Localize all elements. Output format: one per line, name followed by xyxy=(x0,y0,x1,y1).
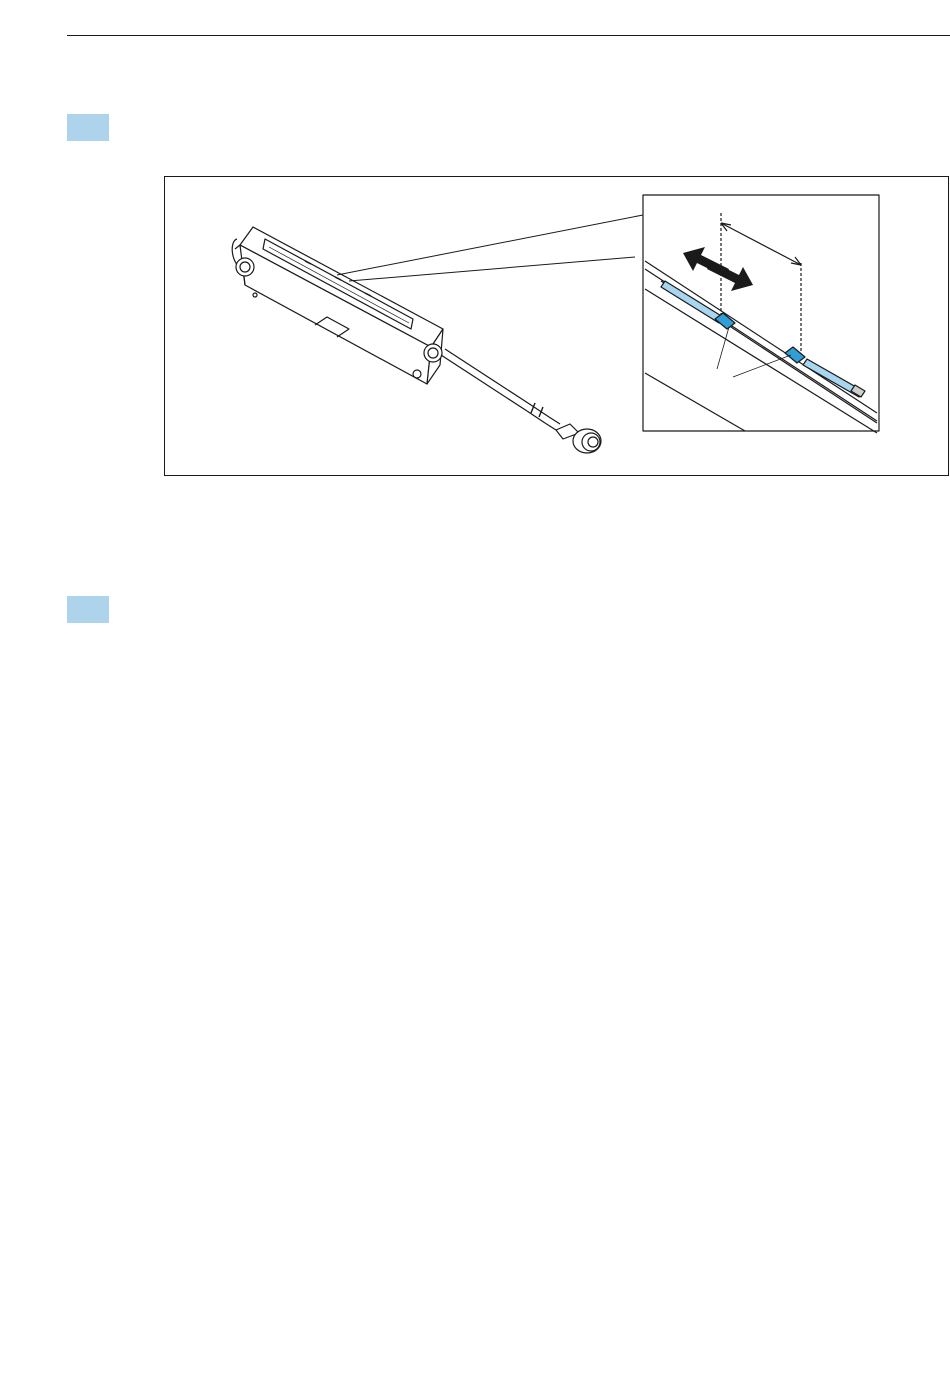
sensor-cable xyxy=(441,349,560,430)
step-marker-1 xyxy=(67,114,109,141)
figure-frame xyxy=(164,176,949,476)
sensor-connector xyxy=(556,424,601,453)
header-rule xyxy=(67,35,950,36)
step-marker-2 xyxy=(67,596,109,623)
sensor-illustration xyxy=(165,177,948,475)
sensor-housing xyxy=(232,227,443,384)
detail-inset xyxy=(643,195,879,433)
